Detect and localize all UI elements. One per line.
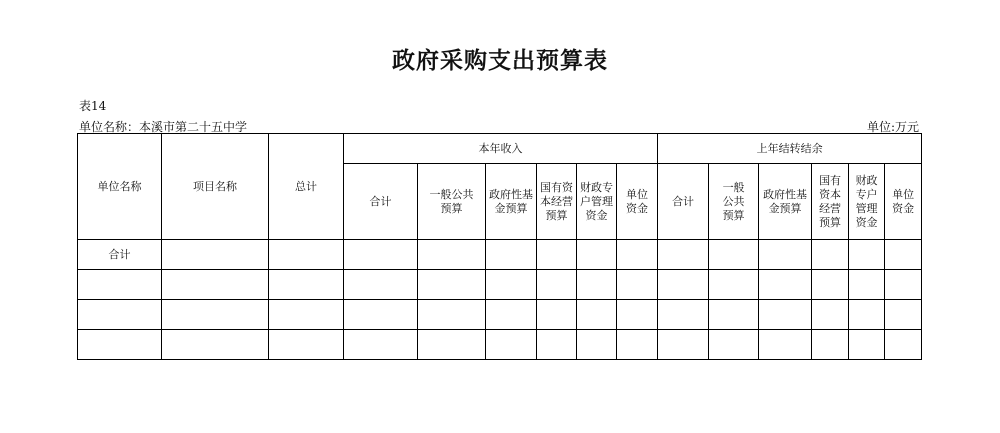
table-number: 表14 xyxy=(79,99,107,113)
header-prior-year-carryover: 上年结转结余 xyxy=(658,134,922,164)
currency-unit: 单位:万元 xyxy=(866,120,919,134)
current-col-general-budget: 一般公共预算 xyxy=(418,164,486,240)
current-col-total: 合计 xyxy=(344,164,418,240)
current-col-capital-budget: 国有资本经营预算 xyxy=(537,164,577,240)
table-row xyxy=(78,330,922,360)
carry-col-unit-funds: 单位资金 xyxy=(885,164,922,240)
header-grand-total: 总计 xyxy=(269,134,344,240)
table-row-total xyxy=(78,240,922,270)
carry-col-fund-budget: 政府性基金预算 xyxy=(759,164,812,240)
page-title: 政府采购支出预算表 xyxy=(392,47,608,74)
total-row-label: 合计 xyxy=(78,240,162,270)
table-row xyxy=(78,300,922,330)
header-project-name: 项目名称 xyxy=(162,134,269,240)
header-unit-name: 单位名称 xyxy=(78,134,162,240)
carry-col-capital-budget: 国有资本经营预算 xyxy=(812,164,849,240)
unit-name: 单位名称：本溪市第二十五中学 xyxy=(79,120,248,134)
carry-col-total: 合计 xyxy=(658,164,709,240)
budget-table xyxy=(77,133,922,360)
carry-col-general-budget: 一般公共预算 xyxy=(709,164,759,240)
current-col-unit-funds: 单位资金 xyxy=(617,164,658,240)
carry-col-special-account: 财政专户管理资金 xyxy=(849,164,885,240)
current-col-fund-budget: 政府性基金预算 xyxy=(486,164,537,240)
current-col-special-account: 财政专户管理资金 xyxy=(577,164,617,240)
table-row xyxy=(78,270,922,300)
header-current-year-income: 本年收入 xyxy=(344,134,658,164)
header-row-group xyxy=(78,134,922,164)
